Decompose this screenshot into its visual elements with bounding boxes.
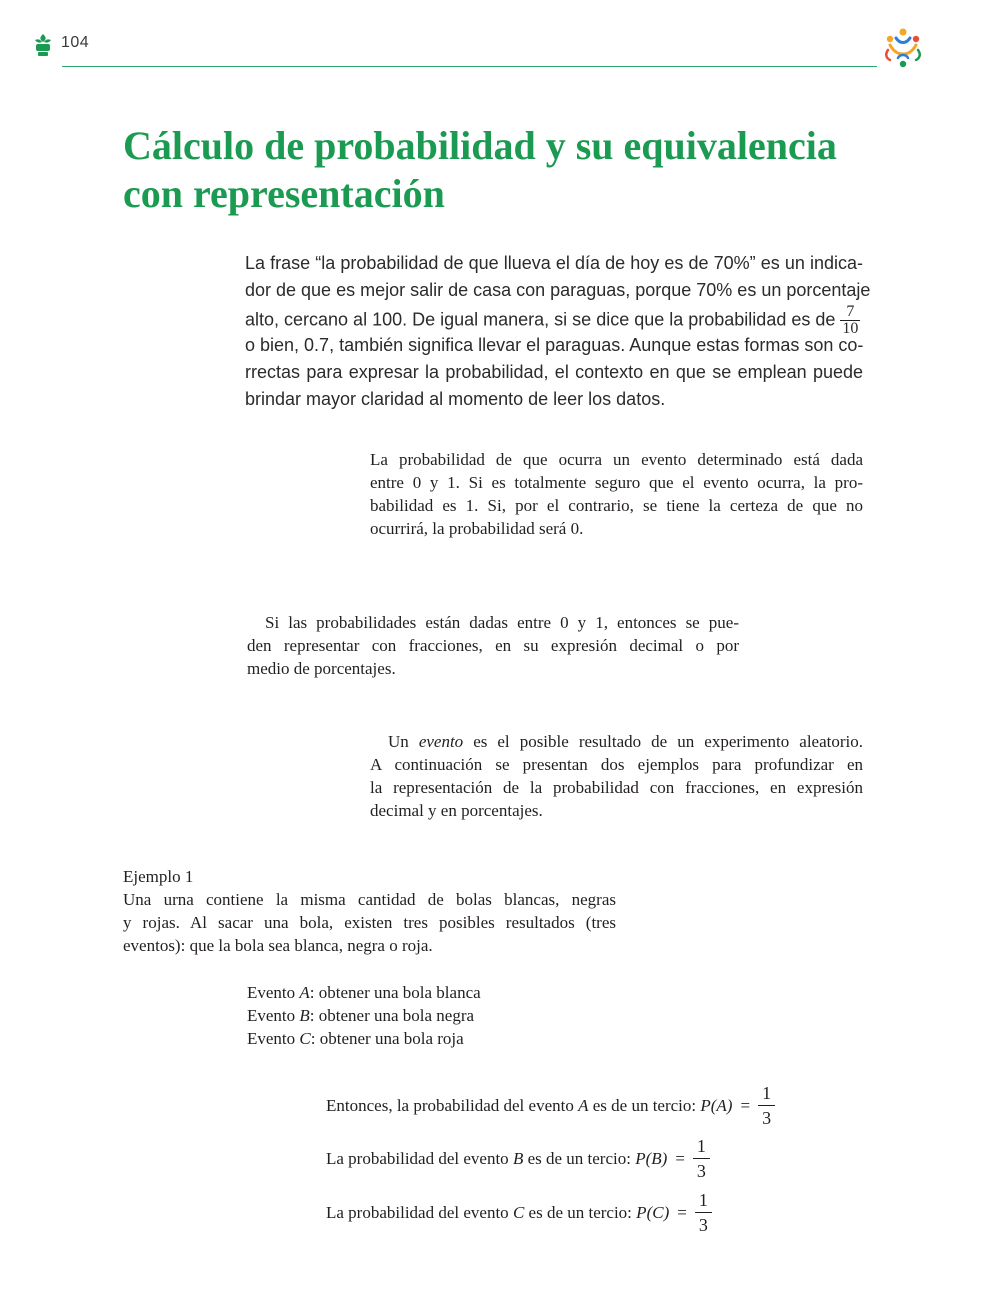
title-line-2: con representación (123, 171, 445, 216)
probability-text (326, 1203, 669, 1223)
text-line: babilidad es 1. Si, por el contrario, se tiene la certeza de que no (370, 496, 863, 515)
text-line: y rojas. Al sacar una bola, existen tres posibles resultados (tres (123, 913, 616, 932)
probability-argument: (C) (646, 1202, 670, 1222)
probability-text (326, 1149, 667, 1169)
text-fragment: Entonces, la probabilidad del evento (326, 1095, 579, 1115)
event-item (247, 981, 547, 1004)
dancing-figures-logo-icon (880, 26, 926, 70)
event-text: : obtener una bola blanca (309, 983, 481, 1002)
text-line: medio de porcentajes. (247, 659, 396, 678)
event-item (247, 1027, 547, 1050)
probability-symbol: P (635, 1148, 646, 1168)
intro-line-2: dor de que es mejor salir de casa con paraguas, porque 70% es un porcentaje (245, 280, 871, 300)
event-letter: B (299, 1006, 310, 1025)
probability-argument: (B) (645, 1148, 668, 1168)
fraction-numerator: 1 (758, 1084, 775, 1106)
probability-text (326, 1096, 732, 1116)
text-line: eventos): que la bola sea blanca, negra o roja. (123, 936, 433, 955)
example-1 (123, 865, 616, 957)
probability-symbol: P (700, 1095, 711, 1115)
fraction-denominator: 3 (698, 1215, 708, 1235)
intro-line-3 (245, 303, 863, 337)
text-line: den representar con fracciones, en su expresión decimal o por (247, 636, 739, 655)
title-line-1: Cálculo de probabilidad y su equivalencia (123, 123, 837, 168)
term-evento: evento (418, 732, 464, 751)
text-fragment: es de un tercio: (523, 1148, 636, 1168)
plant-emblem-icon (33, 33, 53, 57)
text-line (370, 730, 863, 753)
equals-sign: = (677, 1202, 687, 1222)
event-definition-paragraph (370, 730, 863, 822)
intro-paragraph (245, 250, 871, 413)
text-fragment: es de un tercio: (524, 1202, 637, 1222)
page-number: 104 (61, 34, 90, 51)
fraction-denominator: 3 (762, 1108, 772, 1128)
event-letter: C (512, 1202, 525, 1222)
event-letter: A (578, 1095, 589, 1115)
event-text: : obtener una bola negra (309, 1006, 475, 1025)
text-line: ocurrirá, la probabilidad será 0. (370, 519, 584, 538)
text-line: la representación de la probabilidad con fracciones, en expresión (370, 778, 863, 797)
equals-sign: = (740, 1095, 751, 1115)
text-line: Una urna contiene la misma cantidad de bolas blancas, negras (123, 890, 616, 909)
event-letter: C (299, 1029, 311, 1048)
fraction-one-third (695, 1191, 712, 1234)
text-fragment: Un (388, 732, 419, 751)
event-letter: A (299, 983, 310, 1002)
text-line: Si las probabilidades están dadas entre 0 y 1, entonces se pue- (265, 613, 739, 632)
text-line: La probabilidad de que ocurra un evento determinado está dada (370, 450, 863, 469)
example-heading: Ejemplo 1 (123, 867, 194, 886)
representation-paragraph (247, 611, 739, 680)
event-text: : obtener una bola roja (310, 1029, 464, 1048)
probability-symbol: P (636, 1202, 647, 1222)
equals-sign: = (675, 1148, 685, 1168)
intro-line-4: o bien, 0.7, también significa llevar el paraguas. Aunque estas formas son co- (245, 335, 864, 355)
text-line: entre 0 y 1. Si es totalmente seguro que el evento ocurra, la pro- (370, 473, 863, 492)
fraction-numerator: 1 (693, 1137, 710, 1159)
text-fragment: es el posible resultado de un experimento aleatorio. (463, 732, 863, 751)
probability-argument: (A) (710, 1095, 733, 1115)
event-prefix: Evento (247, 983, 300, 1002)
fraction-one-third (758, 1084, 775, 1127)
probability-statement-a (326, 1084, 775, 1127)
event-prefix: Evento (247, 1029, 300, 1048)
text-line: A continuación se presentan dos ejemplos para profundizar en (370, 755, 863, 774)
fraction-one-third (693, 1137, 710, 1180)
fraction-denominator: 3 (696, 1161, 706, 1181)
intro-line-6: brindar mayor claridad al momento de leer los datos. (245, 389, 666, 409)
header-rule (62, 66, 877, 67)
event-letter: B (512, 1148, 524, 1168)
event-item (247, 1004, 547, 1027)
probability-statement-c (326, 1191, 712, 1234)
intro-line-3-text: alto, cercano al 100. De igual manera, si se dice que la probabilidad es de (245, 309, 836, 330)
events-list (247, 981, 547, 1050)
fraction-denominator: 10 (842, 320, 859, 337)
fraction-numerator: 7 (840, 304, 860, 321)
page-title (123, 122, 883, 218)
probability-range-paragraph (370, 448, 863, 540)
probability-statement-b (326, 1137, 710, 1180)
text-line: decimal y en porcentajes. (370, 801, 543, 820)
intro-line-5: rrectas para expresar la probabilidad, el contexto en que se emplean puede (245, 362, 863, 382)
text-fragment: La probabilidad del evento (326, 1148, 513, 1168)
text-fragment: La probabilidad del evento (326, 1202, 513, 1222)
event-prefix: Evento (247, 1006, 300, 1025)
fraction-numerator: 1 (695, 1191, 712, 1213)
intro-line-1: La frase “la probabilidad de que llueva el día de hoy es de 70%” es un indica- (245, 253, 863, 273)
text-fragment: es de un tercio: (588, 1095, 701, 1115)
